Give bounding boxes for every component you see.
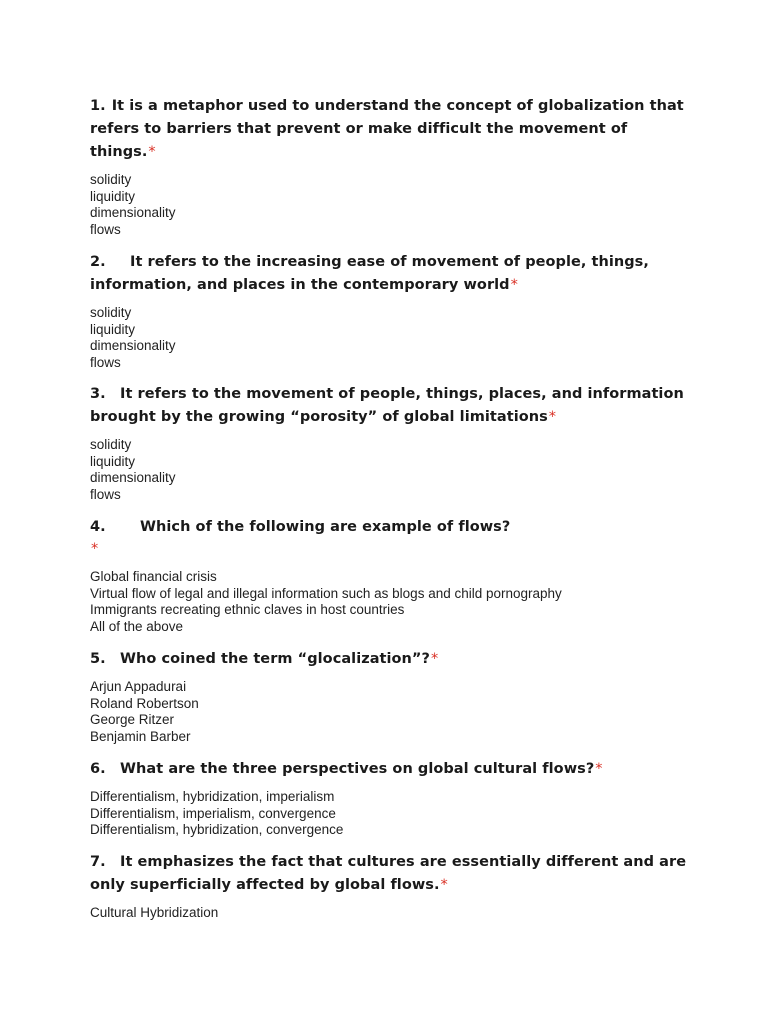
option-item[interactable]: Differentialism, hybridization, imperialism [90,789,335,804]
answer-options [90,437,690,503]
question-number: 5. [90,651,106,667]
option-item[interactable]: Roland Robertson [90,695,199,711]
required-marker: * [430,651,439,667]
question-prompt: Which of the following are example of flows? [140,519,511,535]
option-item[interactable]: solidity [90,305,132,320]
required-marker: * [91,541,99,557]
required-marker: * [510,277,518,293]
answer-options [90,172,690,238]
question-prompt: It is a metaphor used to understand the concept of globalization that refers to barriers that prevent or make difficult the movement of things. [90,98,684,160]
option-item[interactable]: liquidity [90,188,136,204]
question-text [90,758,690,781]
answer-options [90,305,690,371]
required-marker: * [148,144,156,160]
question-prompt: It emphasizes the fact that cultures are essentially different and are only superficially affected by global flows. [90,854,687,893]
option-item[interactable]: flows [90,354,121,370]
question-6 [90,758,690,839]
option-item[interactable]: dimensionality [90,338,176,353]
required-marker: * [595,761,603,777]
question-7 [90,851,690,922]
option-item[interactable]: liquidity [90,321,136,337]
question-number: 1. [90,98,106,114]
question-4 [90,516,690,635]
question-text [90,383,690,429]
question-text [90,648,690,671]
option-item[interactable]: liquidity [90,453,136,469]
option-item[interactable]: solidity [90,172,132,187]
question-prompt: It refers to the movement of people, things, places, and information brought by the growing “porosity” of global limitations [90,386,684,425]
option-item[interactable]: solidity [90,437,132,452]
question-text [90,251,690,297]
option-item[interactable]: Immigrants recreating ethnic claves in host countries [90,602,405,617]
question-number: 4. [90,519,106,535]
question-text [90,95,690,164]
question-number: 6. [90,761,106,777]
answer-options [90,569,690,635]
question-number: 3. [90,386,106,402]
option-item[interactable]: dimensionality [90,205,176,220]
option-item[interactable]: George Ritzer [90,712,175,727]
option-item[interactable]: Differentialism, hybridization, convergence [90,822,344,837]
question-3 [90,383,690,503]
option-item[interactable]: flows [90,486,121,502]
question-text [90,851,690,897]
option-item[interactable]: flows [90,221,121,237]
required-marker: * [440,877,448,893]
answer-options [90,679,690,745]
option-item[interactable]: Arjun Appadurai [90,679,187,694]
question-prompt: Who coined the term “glocalization”? [120,651,430,667]
question-1 [90,95,690,238]
required-marker: * [548,409,557,425]
question-number: 7. [90,854,106,870]
option-item[interactable]: dimensionality [90,470,176,485]
option-item[interactable]: Virtual flow of legal and illegal information such as blogs and child pornography [90,585,562,601]
question-2 [90,251,690,371]
question-text [90,516,690,559]
answer-options [90,789,690,839]
option-item[interactable]: All of the above [90,618,184,634]
option-item[interactable]: Global financial crisis [90,569,217,584]
question-prompt: It refers to the increasing ease of movement of people, things, information, and places in the contemporary world [90,254,649,293]
option-item[interactable]: Cultural Hybridization [90,905,219,920]
question-prompt: What are the three perspectives on global cultural flows? [120,761,595,777]
answer-options [90,905,690,922]
question-number: 2. [90,254,106,270]
question-5 [90,648,690,745]
option-item[interactable]: Benjamin Barber [90,728,191,744]
option-item[interactable]: Differentialism, imperialism, convergence [90,805,336,821]
